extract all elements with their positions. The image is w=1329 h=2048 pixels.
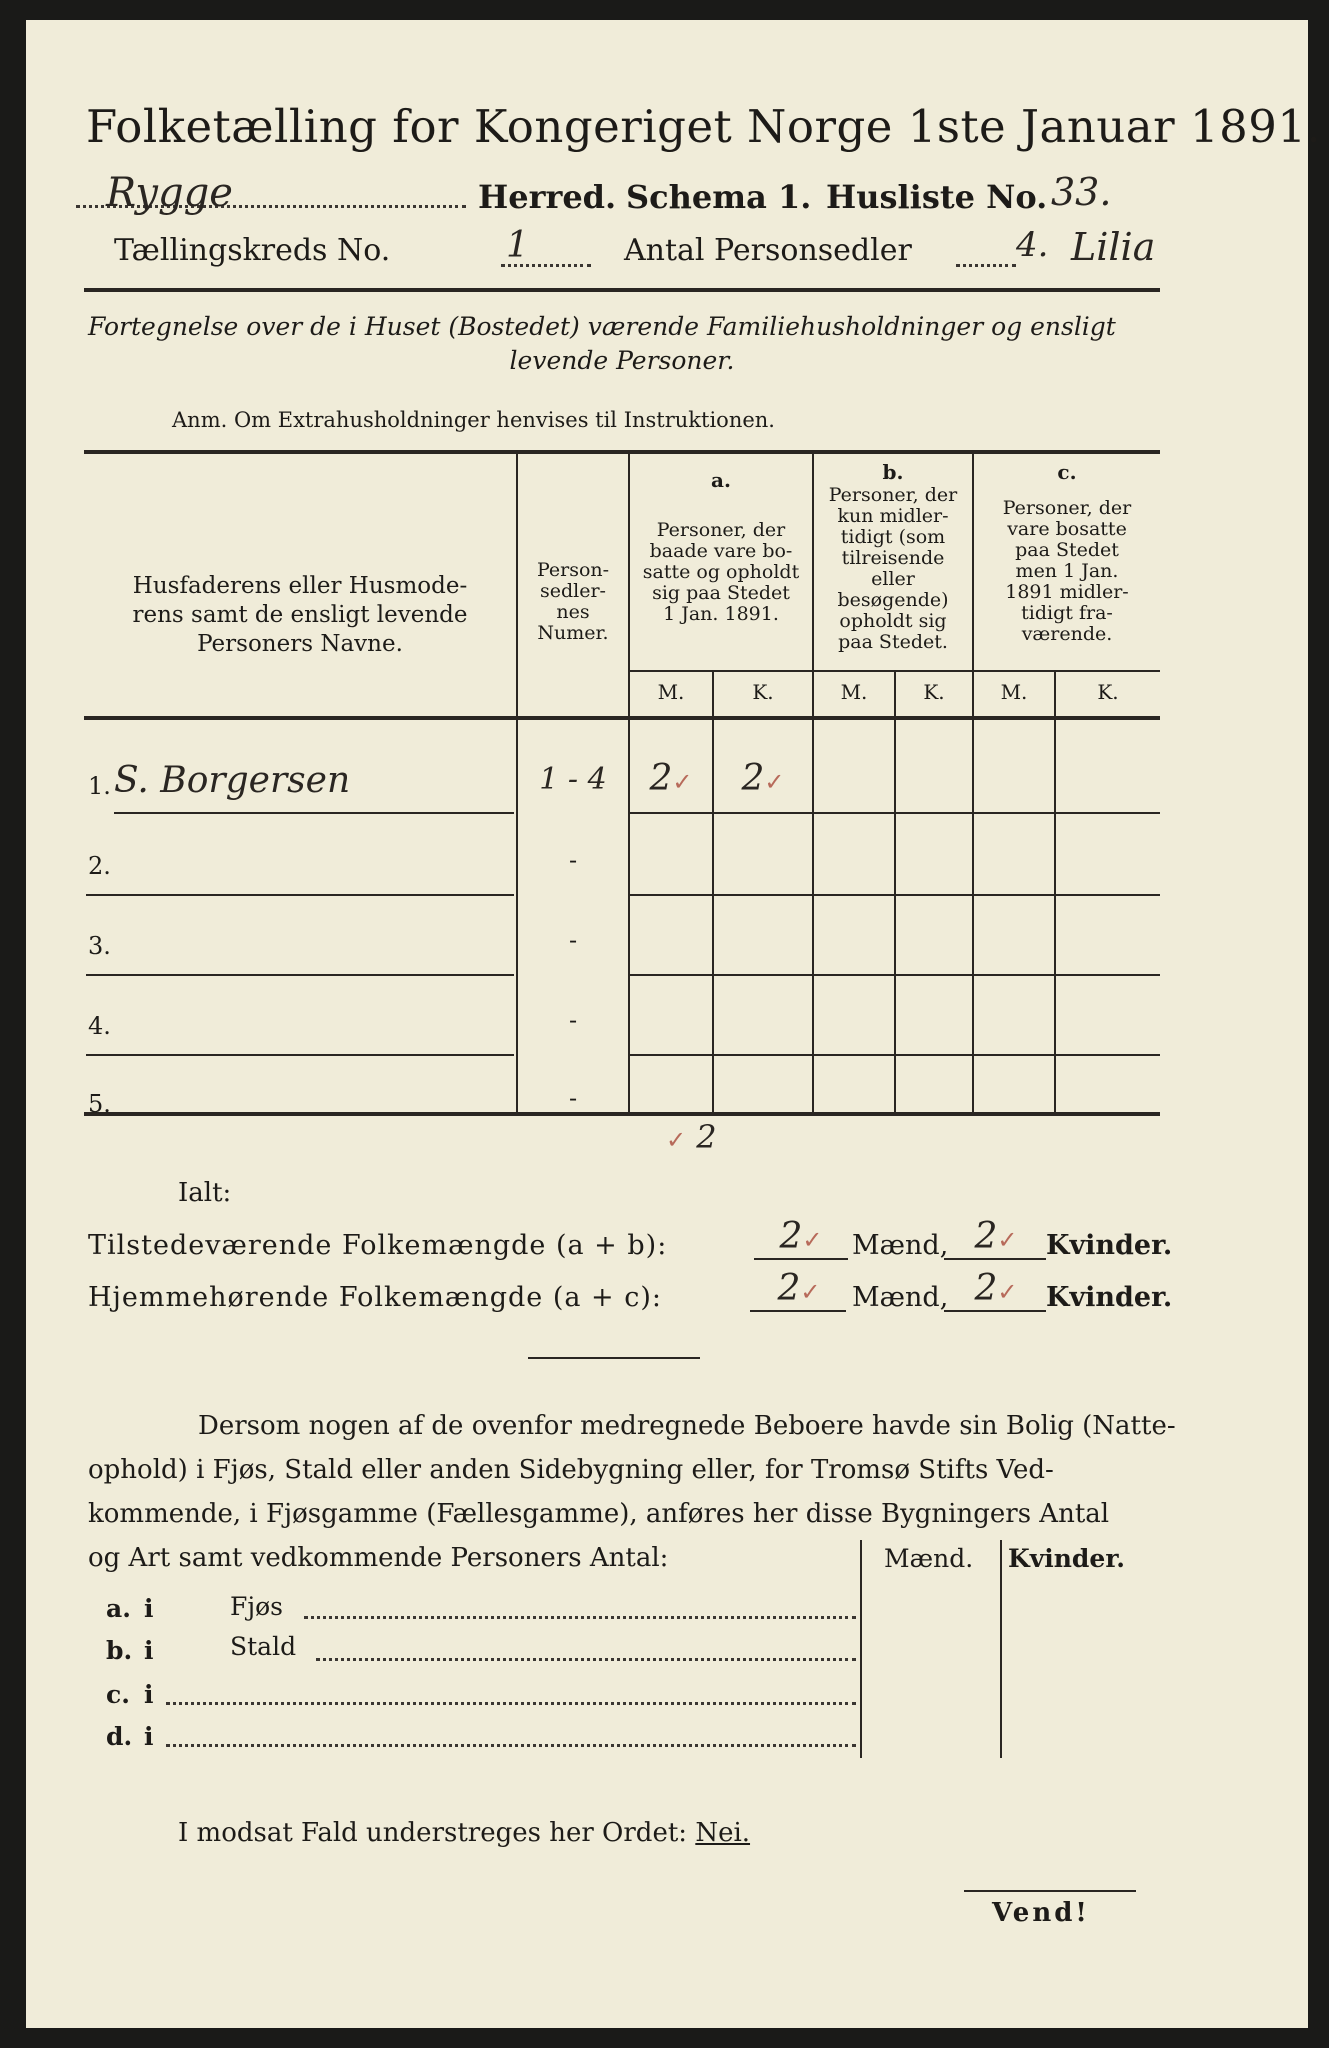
census-form-page	[26, 20, 1322, 2028]
row-3-number: 3.	[88, 932, 111, 960]
nei-word: Nei.	[695, 1818, 751, 1848]
row-3-data-line	[630, 974, 1160, 976]
bygning-row-a-i: i	[144, 1594, 154, 1623]
total-hjemme-label: Hjemmehørende Folkemængde (a + c):	[88, 1282, 662, 1313]
c-k-label: K.	[1097, 680, 1119, 704]
col-header-a: Personer, der baade vare bo- satte og opholdt sig paa Stedet 1 Jan. 1891.	[642, 519, 800, 625]
col-divider-b-mk	[894, 670, 896, 1112]
col-divider-c-mk	[1054, 670, 1056, 1112]
bygning-row-c-dots	[166, 1702, 856, 1705]
row-1-personsedler: 1 - 4	[539, 762, 607, 797]
bygning-row-b-label: Stald	[230, 1632, 297, 1661]
bygning-col-divider-2	[1000, 1540, 1002, 1758]
total-tilstede-kvinder-label: Kvinder.	[1046, 1230, 1173, 1261]
header-rule	[84, 288, 1160, 292]
row-5-personsedler: -	[568, 1084, 578, 1112]
table-bottom-rule	[84, 1112, 1160, 1116]
herred-handwritten: Rygge	[106, 170, 233, 216]
bygning-row-d-dots	[166, 1744, 856, 1747]
bygning-row-d-letter: d.	[106, 1722, 133, 1751]
bygning-row-a-letter: a.	[106, 1594, 131, 1623]
modsat-fald-text: I modsat Fald understreges her Ordet: Nei.	[178, 1818, 751, 1848]
bygning-kvinder-header: Kvinder.	[1008, 1544, 1125, 1573]
table-header-rule	[84, 716, 1160, 720]
total-hjemme-kvinder-line	[944, 1310, 1046, 1312]
row-4-personsedler: -	[568, 1006, 578, 1034]
antal-label: Antal Personsedler	[624, 233, 912, 268]
row-4-number: 4.	[88, 1012, 111, 1040]
bygning-maend-header: Mænd.	[884, 1544, 974, 1573]
row-1-number: 1.	[88, 772, 111, 800]
bygning-row-c-i: i	[144, 1680, 154, 1709]
table-top-rule	[84, 450, 1160, 454]
col-header-names: Husfaderens eller Husmode- rens samt de ensligt levende Personers Navne.	[132, 573, 468, 657]
total-tilstede-maend-label: Mænd,	[852, 1230, 949, 1261]
b-m-label: M.	[840, 680, 868, 704]
col-header-b: Personer, der kun midler- tidigt (som tilreisende eller besøgende) opholdt sig paa Stedet.	[828, 484, 958, 653]
kreds-dotted-line	[501, 264, 591, 267]
below-table-total: ✓ 2	[666, 1118, 717, 1156]
bygning-row-c-letter: c.	[106, 1680, 130, 1709]
kreds-handwritten: 1	[506, 225, 529, 266]
row-4-line	[86, 1054, 514, 1056]
col-a-letter: a.	[711, 468, 731, 492]
husliste-label: Husliste No.	[826, 178, 1048, 216]
bygning-paragraph: Dersom nogen af de ovenfor medregnede Beboere havde sin Bolig (Natte- ophold) i Fjøs, Stald eller anden Sidebygning eller, for Tromsø Stifts Ved- kommende, i Fjøsgamme (Fællesgamme), anføres her disse Bygningers Antal og Art samt vedkommende Personers Antal:	[88, 1411, 1176, 1573]
row-1-name: S. Borgersen	[114, 760, 351, 801]
schema-label: Schema 1.	[626, 178, 812, 216]
a-k-label: K.	[752, 680, 774, 704]
row-1-a-kvinder: 2✓	[741, 758, 785, 799]
col-header-c: Personer, der vare bosatte paa Stedet men 1 Jan. 1891 midler- tidigt fra- værende.	[1002, 497, 1132, 645]
antal-dotted-line	[956, 264, 1016, 267]
row-2-data-line	[630, 894, 1160, 896]
row-4-data-line	[630, 1054, 1160, 1056]
antal-handwritten: 4.	[1016, 225, 1049, 265]
col-divider-a-mk	[712, 670, 714, 1112]
total-hjemme-maend-value: 2✓	[777, 1268, 821, 1309]
row-5-number: 5.	[88, 1090, 111, 1118]
row-1-line	[114, 812, 514, 814]
form-title: Folketælling for Kongeriget Norge 1ste Januar 1891.	[86, 100, 1322, 153]
vend-label: Vend!	[992, 1898, 1090, 1928]
mk-rule	[628, 670, 1160, 672]
row-2-personsedler: -	[568, 846, 578, 874]
row-2-line	[86, 894, 514, 896]
row-2-number: 2.	[88, 852, 111, 880]
bygning-col-divider-1	[860, 1540, 862, 1758]
total-tilstede-maend-value: 2✓	[779, 1216, 823, 1257]
total-tilstede-label: Tilstedeværende Folkemængde (a + b):	[88, 1230, 668, 1261]
section-divider	[528, 1357, 700, 1359]
total-tilstede-maend-line	[754, 1258, 848, 1260]
total-hjemme-kvinder-label: Kvinder.	[1046, 1282, 1173, 1313]
total-tilstede-kvinder-value: 2✓	[974, 1216, 1018, 1257]
row-3-personsedler: -	[568, 926, 578, 954]
husliste-handwritten: 33.	[1051, 170, 1112, 214]
col-c-letter: c.	[1057, 460, 1077, 484]
antal-extra-handwritten: Lilia	[1071, 225, 1156, 269]
bygning-row-b-dots	[316, 1658, 856, 1661]
row-1-a-maend: 2✓	[649, 758, 693, 799]
anm-note: Anm. Om Extrahusholdninger henvises til Instruktionen.	[172, 408, 775, 432]
bygning-row-b-letter: b.	[106, 1636, 133, 1665]
c-m-label: M.	[1000, 680, 1028, 704]
b-k-label: K.	[923, 680, 945, 704]
row-3-line	[86, 974, 514, 976]
total-hjemme-kvinder-value: 2✓	[974, 1268, 1018, 1309]
ialt-label: Ialt:	[178, 1178, 232, 1208]
a-m-label: M.	[657, 680, 685, 704]
bygning-row-a-label: Fjøs	[230, 1592, 283, 1621]
bygning-row-b-i: i	[144, 1636, 154, 1665]
subtitle-line2: levende Personer.	[509, 346, 735, 375]
row-1-data-line	[630, 812, 1160, 814]
vend-rule	[964, 1890, 1136, 1892]
col-b-letter: b.	[882, 460, 904, 484]
bygning-row-d-i: i	[144, 1722, 154, 1751]
total-hjemme-maend-line	[750, 1310, 846, 1312]
total-hjemme-maend-label: Mænd,	[852, 1282, 949, 1313]
kreds-label: Tællingskreds No.	[114, 233, 391, 268]
herred-label: Herred.	[478, 178, 617, 216]
total-tilstede-kvinder-line	[944, 1258, 1046, 1260]
col-header-numer: Person- sedler- nes Numer.	[536, 559, 610, 644]
bygning-row-a-dots	[304, 1616, 856, 1619]
subtitle-line1: Fortegnelse over de i Huset (Bostedet) værende Familiehusholdninger og ensligt	[88, 312, 1116, 341]
